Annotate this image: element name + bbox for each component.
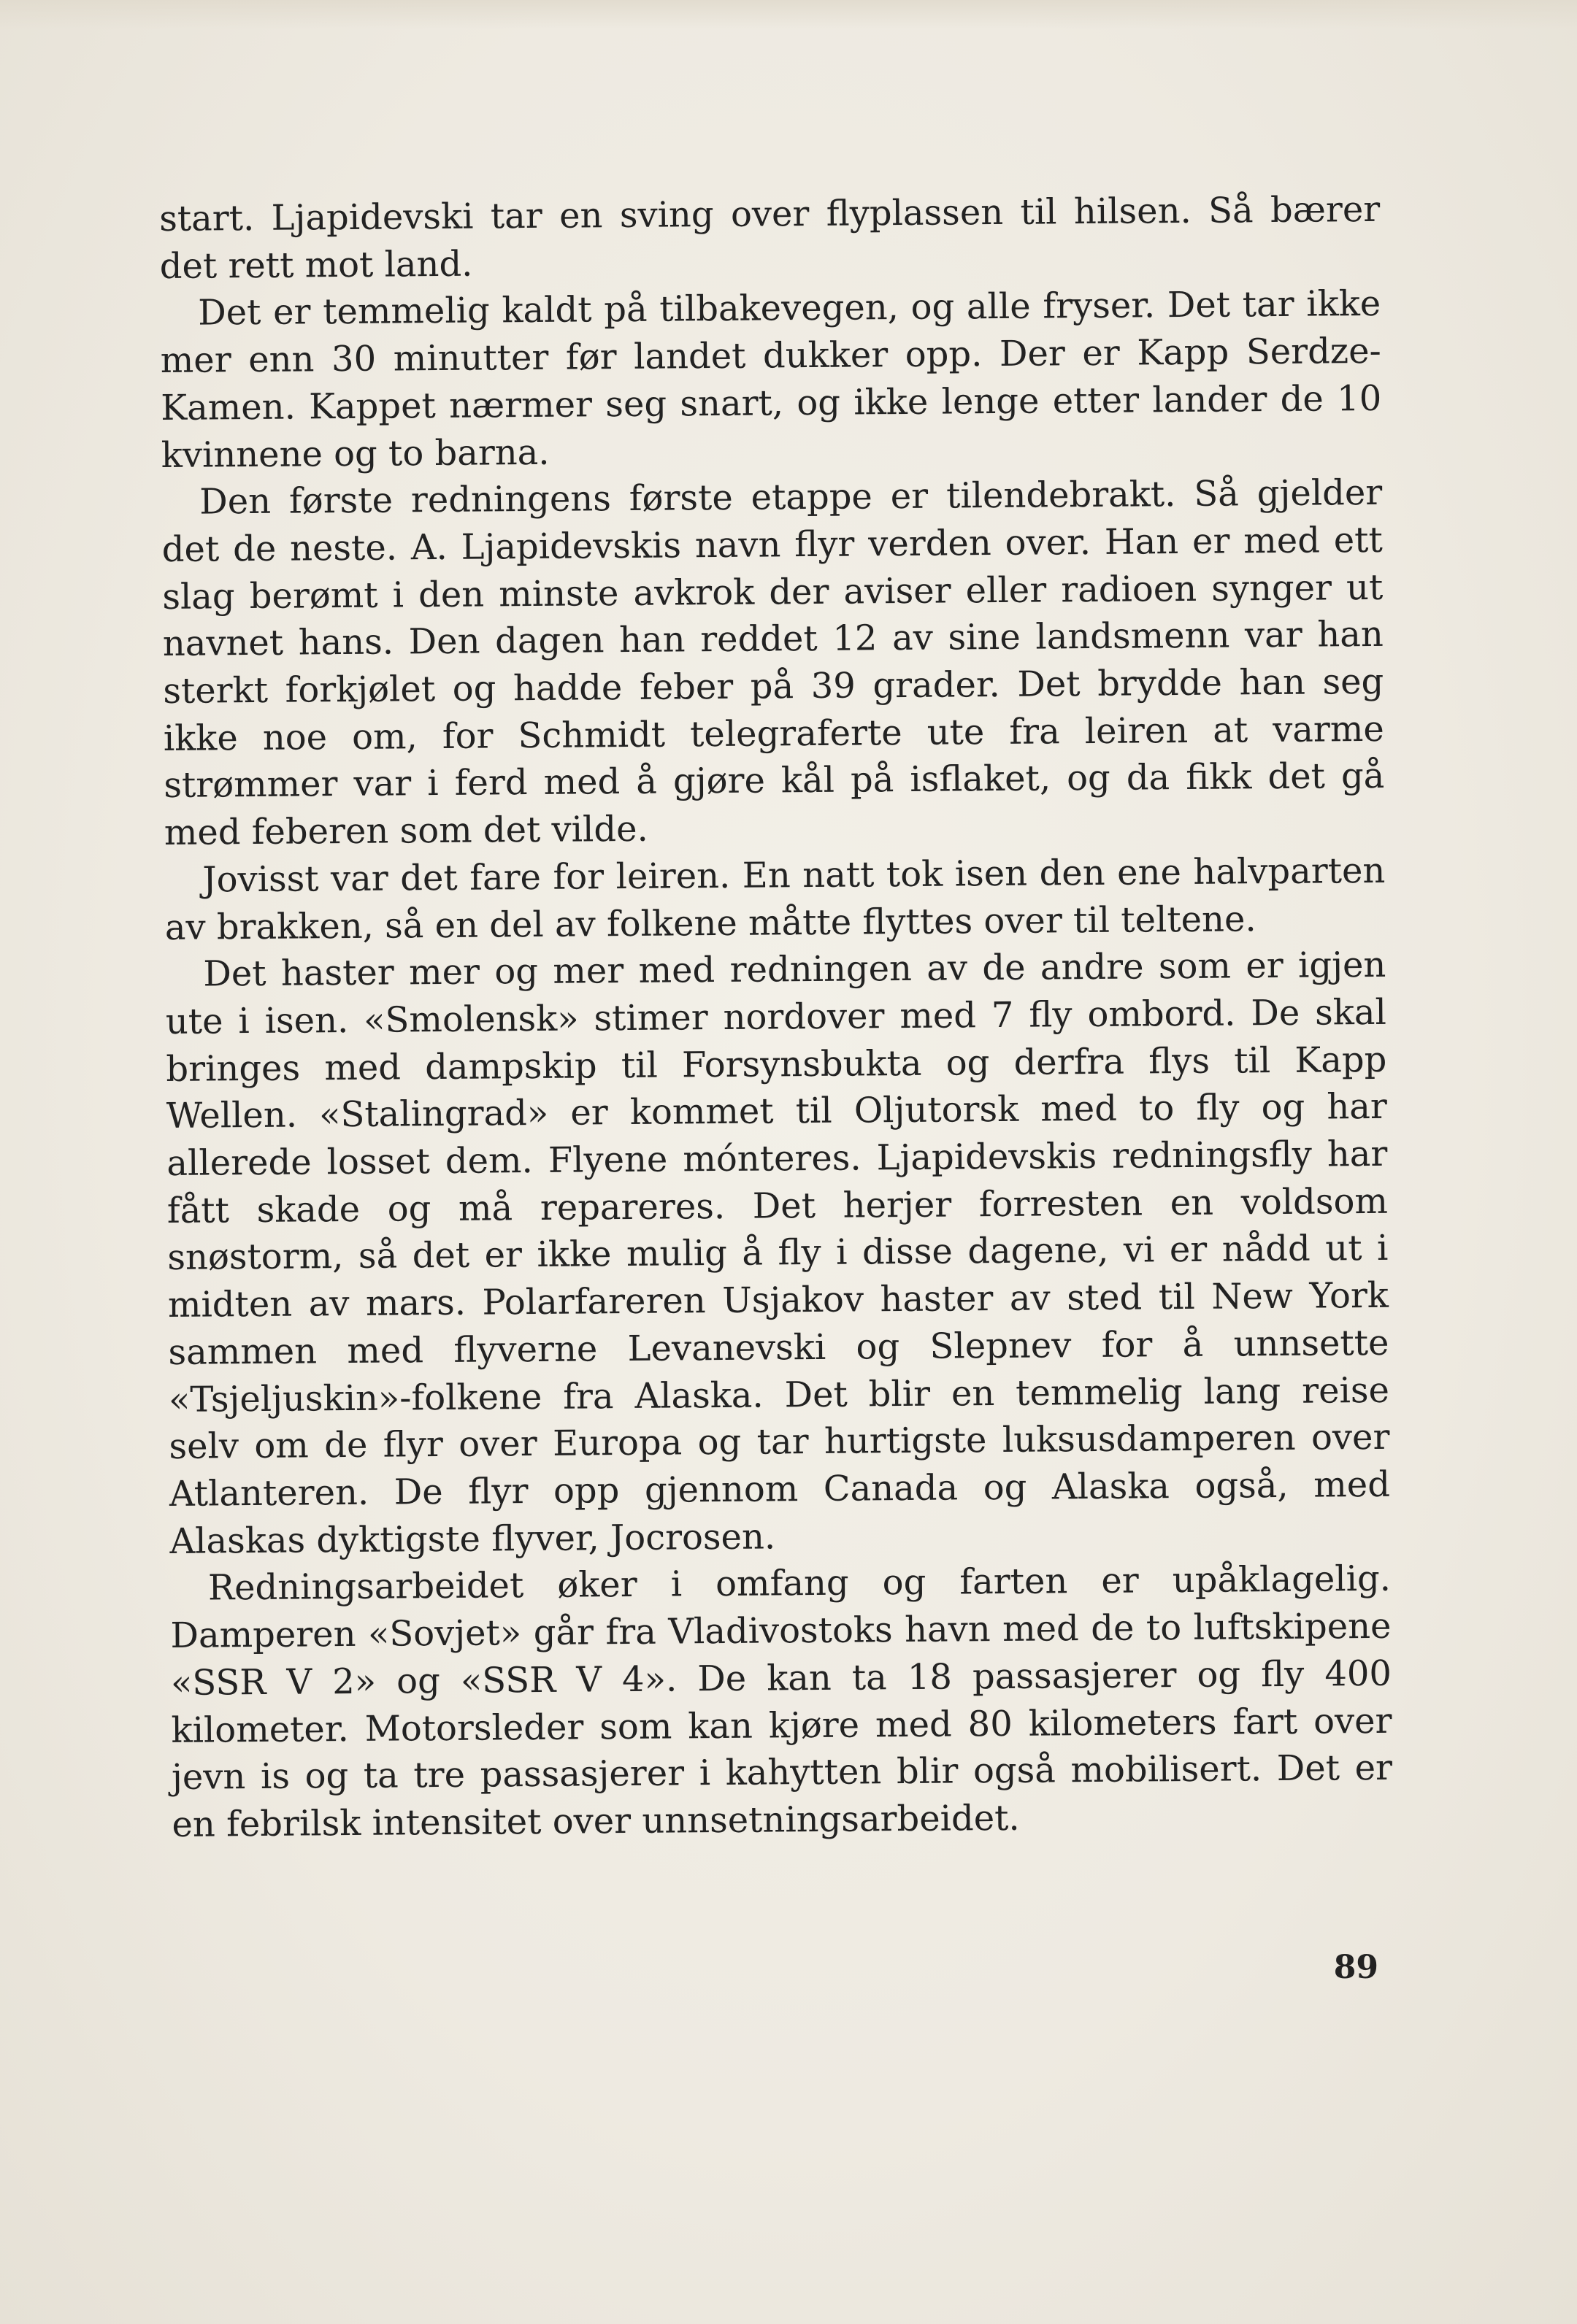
page-number: 89 [1333,1949,1378,1986]
paragraph: Redningsarbeidet øker i omfang og farten er upåklagelig. Damperen «Sovjet» går fra Vladivostoks havn med de to luftskipene «SSR V 2» og «SSR V 4». De kan ta 18 passasjerer og fly 400 kilometer. Motorsleder som kan kjøre med 80 kilometers fart over jevn is og ta tre passasjerer i kahytten blir også mobilisert. Det er en febrilsk intensitet over unnsetningsarbeidet. [170,1558,1393,1845]
body-text [159,186,1393,1849]
page-edge-shadow [0,0,1577,29]
paragraph: start. Ljapidevski tar en sving over flyplassen til hilsen. Så bærer det rett mot land. [159,188,1381,287]
paragraph: Det er temmelig kaldt på tilbakevegen, og alle fryser. Det tar ikke mer enn 30 minutter før landet dukker opp. Der er Kapp Serdze-Kamen. Kappet nærmer seg snart, og ikke lenge etter lander de 10 kvinnene og to barna. [160,283,1382,476]
paragraph: Jovisst var det fare for leiren. En natt tok isen den ene halvparten av brakken, så en del av folkene måtte flyttes over til teltene. [164,850,1386,948]
paragraph: Det haster mer og mer med redningen av de andre som er igjen ute i isen. «Smolensk» stimer nordover med 7 fly ombord. De skal bringes med dampskip til Forsynsbukta og derfra flys til Kapp Wellen. «Stalingrad» er kommet til Oljutorsk med to fly og har allerede losset dem. Flyene mónteres. Ljapidevskis redningsfly har fått skade og må repareres. Det herjer forresten en voldsom snøstorm, så det er ikke mulig å fly i disse dagene, vi er nådd ut i midten av mars. Polarfareren Usjakov haster av sted til New York sammen med flyverne Levanevski og Slepnev for å unnsette «Tsjeljuskin»-folkene fra Alaska. Det blir en temmelig lang reise selv om de flyr over Europa og tar hurtigste luksusdamperen over Atlanteren. De flyr opp gjennom Canada og Alaska også, med Alaskas dyktigste flyver, Jocrosen. [165,944,1391,1562]
paragraph: Den første redningens første etappe er tilendebrakt. Så gjelder det de neste. A. Ljapidevskis navn flyr verden over. Han er med ett slag berømt i den minste avkrok der aviser eller radioen synger ut navnet hans. Den dagen han reddet 12 av sine landsmenn var han sterkt forkjølet og hadde feber på 39 grader. Det brydde han seg ikke noe om, for Schmidt telegraferte ute fra leiren at varme strømmer var i ferd med å gjøre kål på isflaket, og da fikk det gå med feberen som det vilde. [161,472,1385,854]
